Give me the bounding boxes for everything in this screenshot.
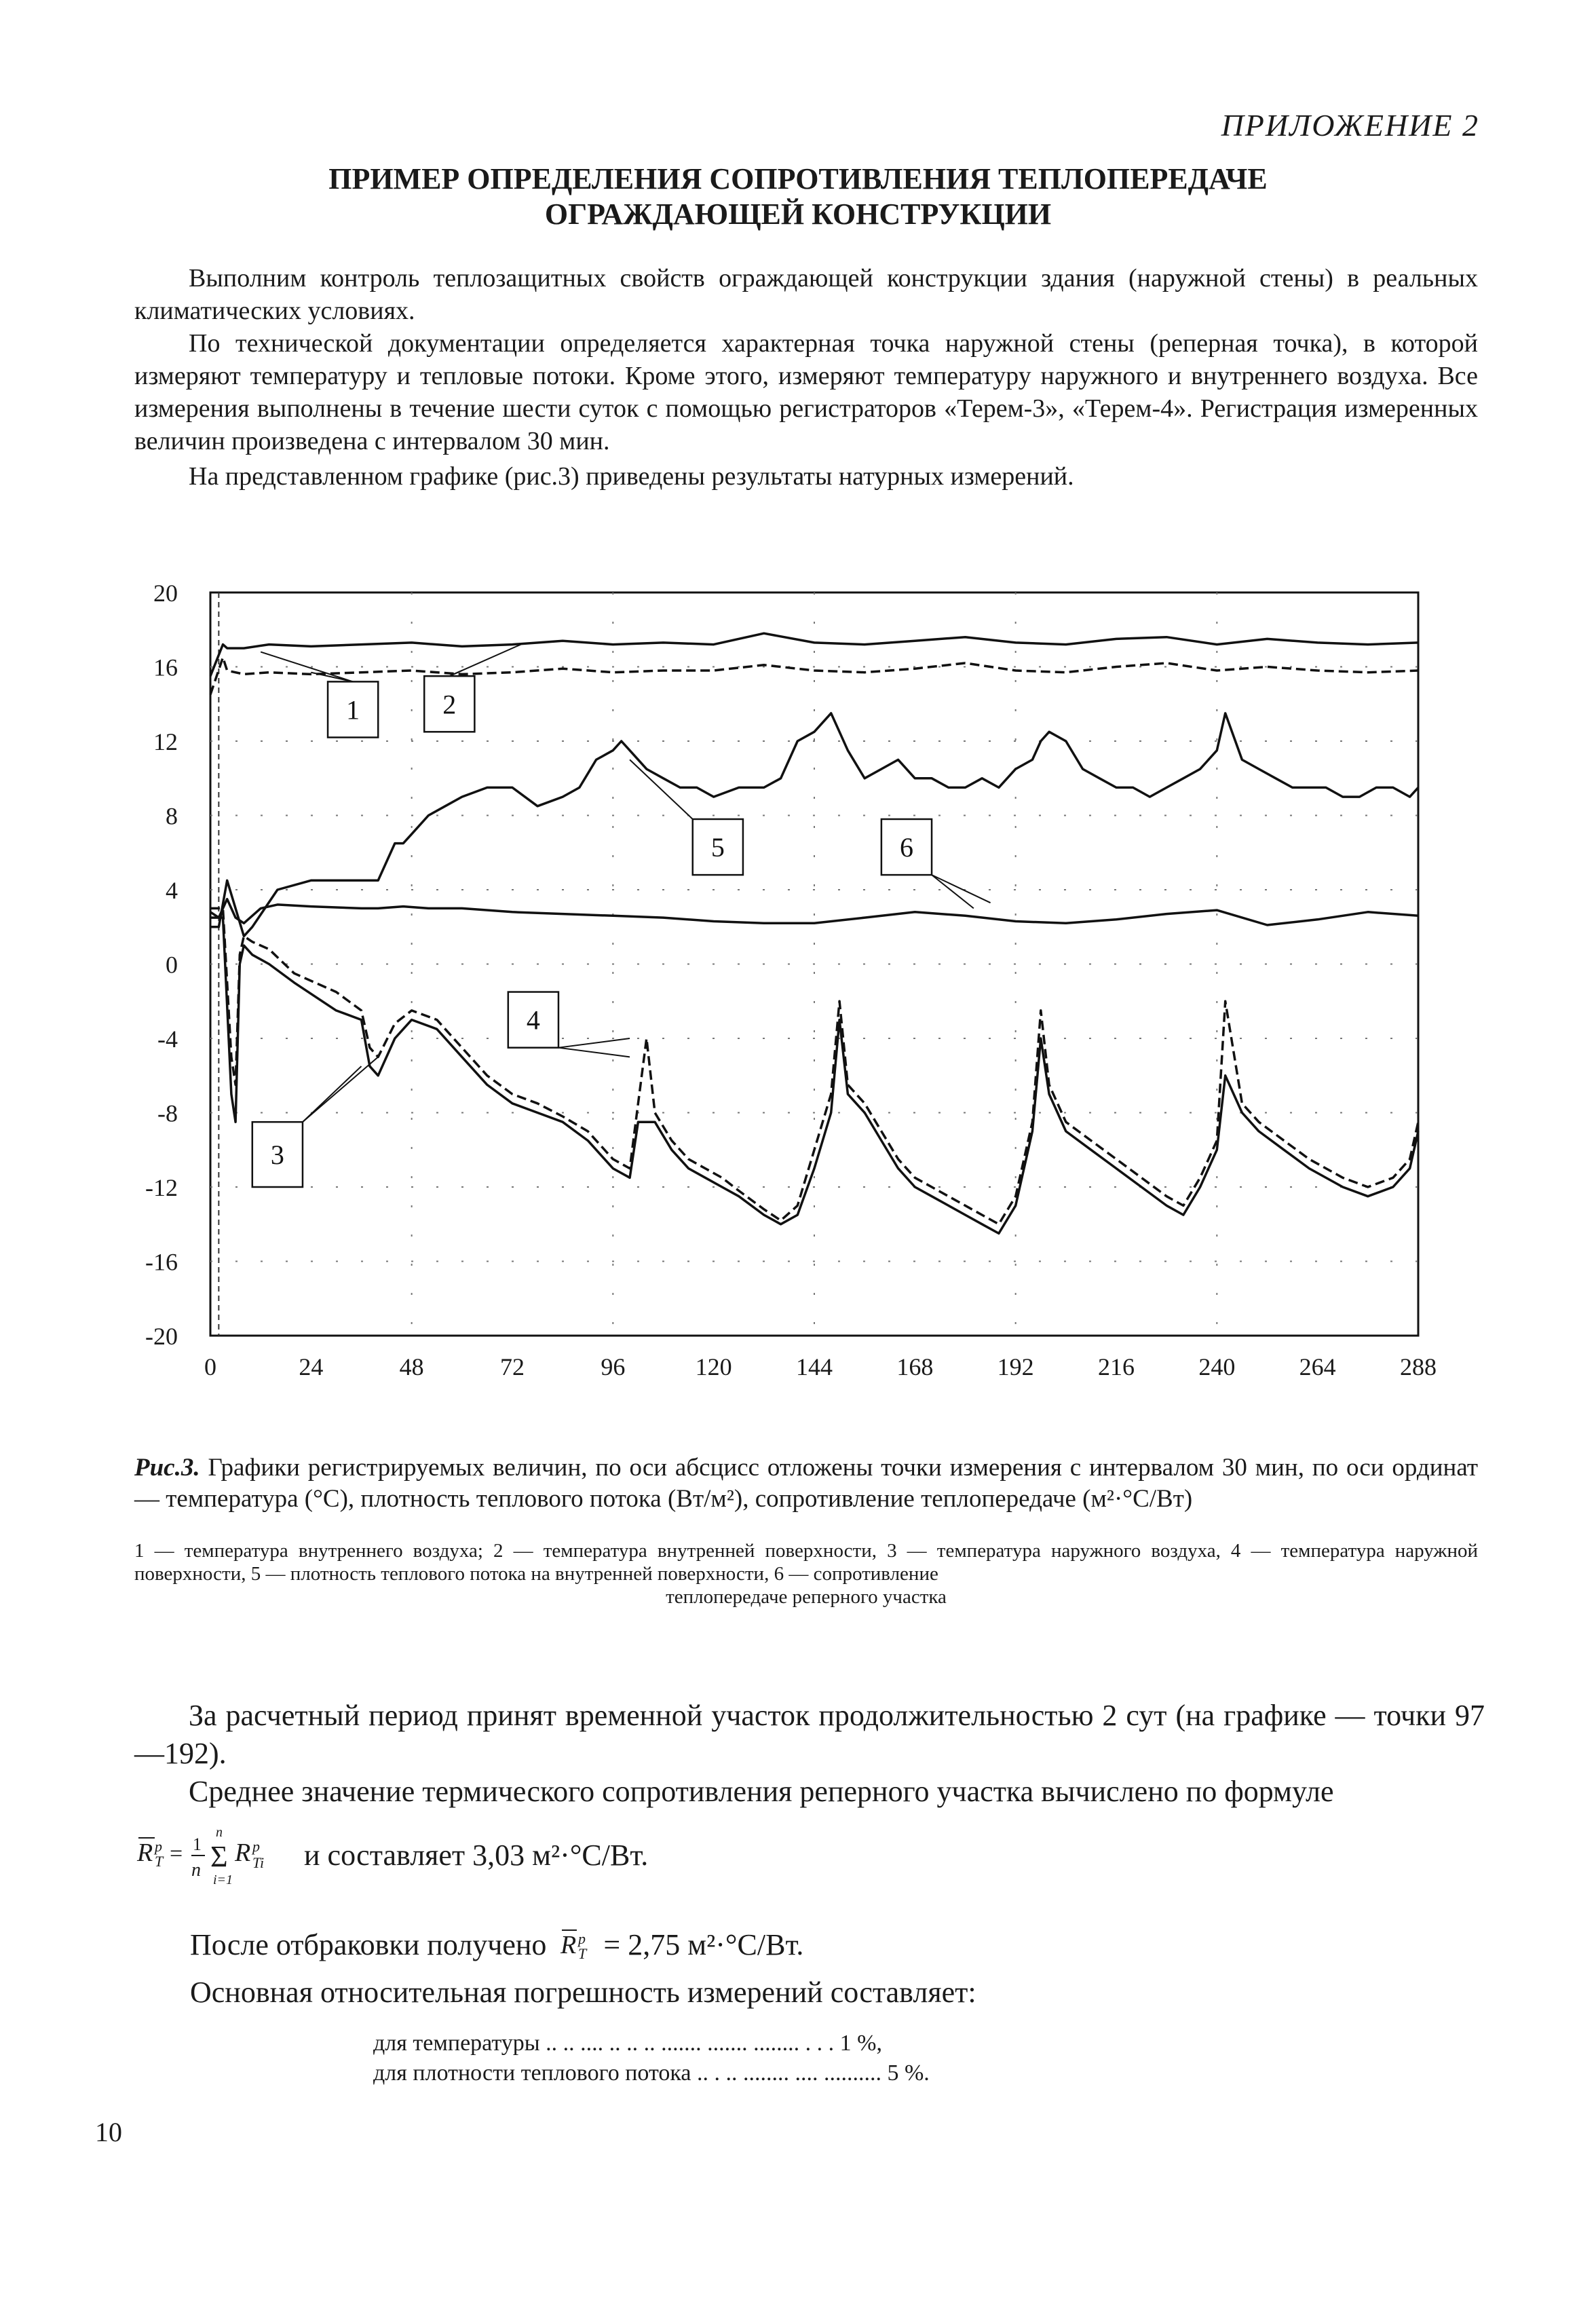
tolerance-dots: .. . .. ........ .... .......... bbox=[691, 2060, 881, 2086]
svg-text:Σ: Σ bbox=[210, 1840, 228, 1873]
formula-block bbox=[134, 1826, 1084, 1887]
x-tick-label: 192 bbox=[997, 1353, 1034, 1380]
caption-text: Графики регистрируемых величин, по оси абсцисс отложены точки измерения с интервалом 30 мин, по оси ординат — температура (°С), плотность теплового потока (Вт/м²), сопротивление теплопередаче (м²·°С/Вт) bbox=[134, 1454, 1478, 1513]
x-tick-label: 24 bbox=[299, 1353, 324, 1380]
callout-label: 5 bbox=[710, 832, 725, 863]
callout-label: 3 bbox=[270, 1139, 284, 1171]
svg-text:1: 1 bbox=[193, 1834, 202, 1854]
appendix-label: ПРИЛОЖЕНИЕ 2 bbox=[1221, 108, 1479, 143]
callout-label: 6 bbox=[899, 832, 913, 863]
x-tick-label: 240 bbox=[1198, 1353, 1236, 1380]
y-tick-label: -20 bbox=[145, 1323, 178, 1350]
figure-legend bbox=[134, 1539, 1478, 1608]
tolerance-label: для температуры bbox=[373, 2031, 540, 2056]
tolerance-label: для плотности теплового потока bbox=[373, 2060, 691, 2086]
svg-text:T: T bbox=[578, 1945, 587, 1962]
legend-line-1: 1 — температура внутреннего воздуха; 2 — температура внутренней поверхности, 3 — температура наружного воздуха, 4 — температура наружной поверхности, 5 — плотность теплового потока на внутренней поверхности, 6 — сопротивление bbox=[134, 1540, 1478, 1585]
y-tick-label: -12 bbox=[145, 1174, 178, 1201]
series-line-5 bbox=[210, 713, 1418, 937]
svg-text:n: n bbox=[191, 1860, 201, 1881]
svg-text:R: R bbox=[560, 1931, 577, 1959]
callout-label: 1 bbox=[346, 694, 360, 726]
y-tick-label: 0 bbox=[166, 951, 178, 979]
x-tick-label: 168 bbox=[896, 1353, 934, 1380]
body-paragraph-4: Основная относительная погрешность измерений составляет: bbox=[190, 1976, 976, 2009]
x-tick-label: 144 bbox=[796, 1353, 833, 1380]
tolerance-value: 1 %, bbox=[839, 2031, 882, 2056]
formula-result: и составляет 3,03 м²·°С/Вт. bbox=[304, 1839, 649, 1872]
y-tick-label: 20 bbox=[153, 580, 178, 607]
intro-paragraph-1: Выполним контроль теплозащитных свойств ограждающей конструкции здания (наружной стены) в реальных климатических условиях. bbox=[134, 264, 1478, 325]
title-line-2: ОГРАЖДАЮЩЕЙ КОНСТРУКЦИИ bbox=[544, 197, 1052, 231]
x-tick-label: 48 bbox=[399, 1353, 424, 1380]
tolerance-value: 5 %. bbox=[887, 2060, 930, 2086]
title-line-1: ПРИМЕР ОПРЕДЕЛЕНИЯ СОПРОТИВЛЕНИЯ ТЕПЛОПЕРЕДАЧЕ bbox=[328, 162, 1268, 195]
y-tick-label: -4 bbox=[157, 1025, 178, 1053]
caption-label: Рис.3. bbox=[134, 1454, 200, 1482]
callout-leader-line bbox=[558, 1038, 630, 1048]
x-tick-label: 288 bbox=[1400, 1353, 1437, 1380]
y-tick-label: 12 bbox=[153, 728, 178, 755]
y-tick-label: 4 bbox=[166, 877, 178, 904]
symbol-r-t-p bbox=[554, 1925, 596, 1963]
y-tick-label: -16 bbox=[145, 1248, 178, 1276]
svg-text:R: R bbox=[137, 1839, 153, 1867]
svg-text:T: T bbox=[155, 1853, 164, 1870]
x-tick-label: 72 bbox=[500, 1353, 525, 1380]
callout-leader-line bbox=[630, 759, 693, 819]
callout-label: 4 bbox=[526, 1004, 540, 1036]
callout-leader-line bbox=[558, 1048, 630, 1057]
intro-paragraph-3: На представленном графике (рис.3) приведены результаты натурных измерений. bbox=[189, 462, 1074, 491]
after-rejection-value: = 2,75 м²·°С/Вт. bbox=[603, 1928, 804, 1961]
svg-text:=: = bbox=[170, 1841, 183, 1866]
tolerance-row-heat-flux bbox=[373, 2059, 1188, 2088]
series-line-2 bbox=[210, 658, 1418, 695]
tolerance-row-temperature bbox=[373, 2029, 1188, 2058]
legend-line-2: теплопередаче реперного участка bbox=[666, 1586, 947, 1608]
y-tick-label: 8 bbox=[166, 802, 178, 830]
figure-caption bbox=[134, 1452, 1478, 1515]
svg-text:Ti: Ti bbox=[252, 1854, 265, 1871]
svg-text:R: R bbox=[235, 1839, 251, 1867]
x-tick-label: 96 bbox=[601, 1353, 626, 1380]
formula-mean-resistance bbox=[134, 1826, 311, 1887]
callout-leader-line bbox=[261, 652, 353, 682]
series-line-6 bbox=[210, 899, 1418, 925]
body-paragraph-3 bbox=[190, 1925, 1411, 1964]
series-line-3 bbox=[210, 918, 1418, 1233]
x-tick-label: 264 bbox=[1299, 1353, 1336, 1380]
tolerance-dots: .. .. .... .. .. .. ....... ....... ........ . . . bbox=[539, 2031, 835, 2056]
svg-text:p: p bbox=[578, 1930, 586, 1947]
x-tick-label: 120 bbox=[695, 1353, 732, 1380]
y-tick-label: 16 bbox=[153, 654, 178, 681]
x-tick-label: 0 bbox=[204, 1353, 216, 1380]
svg-text:n: n bbox=[216, 1826, 223, 1840]
svg-text:i=1: i=1 bbox=[213, 1872, 233, 1887]
callout-leader-line bbox=[303, 1057, 378, 1122]
after-rejection-text: После отбраковки получено bbox=[190, 1928, 547, 1961]
body-paragraph-2: Среднее значение термического сопротивления реперного участка вычислено по формуле bbox=[189, 1775, 1334, 1808]
callout-label: 2 bbox=[442, 689, 457, 720]
svg-text:p: p bbox=[155, 1838, 162, 1855]
x-tick-label: 216 bbox=[1098, 1353, 1135, 1380]
intro-paragraph-2: По технической документации определяется характерная точка наружной стены (реперная точка), в которой измеряют температуру и тепловые потоки. Кроме этого, измеряют температуру наружного и внутреннего воздуха. Все измерения выполнены в течение шести суток с помощью регистраторов «Терем-3», «Терем-4». Регистрация измеренных величин произведена с интервалом 30 мин. bbox=[134, 329, 1478, 455]
body-paragraph-1: За расчетный период принят временной участок продолжительностью 2 сут (на графике — точки 97—192). bbox=[134, 1699, 1485, 1770]
svg-text:p: p bbox=[252, 1838, 260, 1855]
page-number: 10 bbox=[95, 2117, 122, 2147]
y-tick-label: -8 bbox=[157, 1099, 178, 1127]
